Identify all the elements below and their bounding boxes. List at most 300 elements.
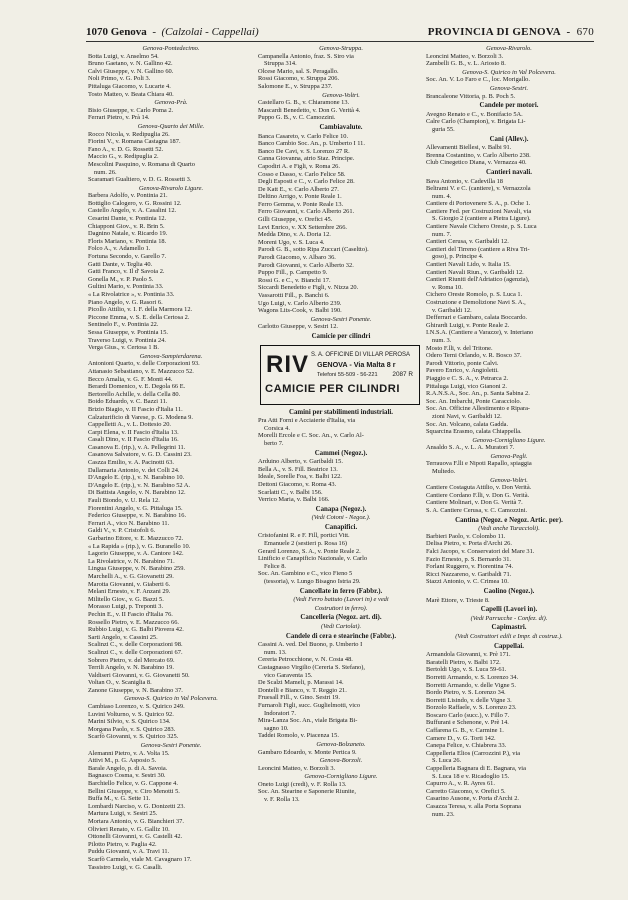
directory-entry: Parodi Vittorio, ponte Calvi. bbox=[426, 359, 499, 367]
directory-entry: Gultini Mario, v. Pontinia 33. bbox=[88, 283, 164, 291]
directory-entry: Cantiere Molinari, v. Don G. Verità 7. bbox=[426, 499, 523, 507]
directory-entry: Cantiere Fed. per Costruzioni Navali, via bbox=[426, 207, 532, 215]
directory-entry: Dallamaria Antonio, v. dei Colli 24. bbox=[88, 466, 180, 474]
directory-entry: Cantiere Costaguta Attilio, v. Don Verità. bbox=[426, 484, 532, 492]
directory-entry: Scarfò Carmelo, viale M. Cavagnaro 17. bbox=[88, 855, 192, 863]
subsection-label: (Vedi Ferro battuto (Lavori in) e vedi bbox=[293, 596, 389, 604]
directory-entry: Cantieri Navali Lido, v. Italia 15. bbox=[426, 261, 511, 269]
directory-entry: Soc. An. Stearine e Saponerie Riunite, bbox=[258, 788, 356, 796]
directory-entry: Baratelli Pietro, v. Balbi 172. bbox=[426, 658, 501, 666]
directory-entry: Felice 8. bbox=[264, 562, 287, 570]
subsection-label: Genova-Bolzaneto. bbox=[316, 740, 366, 748]
directory-entry: num. 23. bbox=[432, 810, 455, 818]
subsection-label: (Vedi Costruttori edili e Impr. di costruz.). bbox=[455, 632, 563, 640]
directory-entry: Beltrami V. e C. (cantiere), v. Vernazzola bbox=[426, 185, 531, 193]
section-heading: Canapifici. bbox=[324, 523, 358, 531]
directory-entry: Arduino Alberto, v. Garibaldi 15. bbox=[258, 458, 343, 466]
ad-company: S. A. OFFICINE DI VILLAR PEROSA bbox=[311, 351, 411, 358]
directory-entry: Forlani Ruggero, v. Fiorentina 74. bbox=[426, 563, 514, 571]
directory-entry: Ferro Gemma, v. Ponte Reale 13. bbox=[258, 200, 344, 208]
directory-entry: Capodiri A. e Figli, v. Roma 26. bbox=[258, 162, 340, 170]
directory-entry: Morasso Luigi, p. Treponti 3. bbox=[88, 603, 164, 611]
directory-entry: Fiorini V., v. Romana Castagna 187. bbox=[88, 138, 181, 146]
section-heading: Cappellai. bbox=[493, 642, 525, 650]
directory-entry: Squarcina Erasmo, calata Chiappella. bbox=[426, 428, 522, 436]
directory-entry: Lingua Giuseppe, v. N. Barabino 259. bbox=[88, 565, 186, 573]
directory-entry: Borretti Armando, v. S. Lorenzo 34. bbox=[426, 673, 519, 681]
directory-entry: Ferro Giovanni, v. Carlo Alberto 261. bbox=[258, 208, 355, 216]
header-left: 1070 Genova - (Calzolai - Cappellai) bbox=[86, 26, 259, 38]
directory-entry: Noli Primo, v. G. Poli 3. bbox=[88, 75, 151, 83]
directory-entry: Siccardi Benedetto e Figli, v. Nizza 20. bbox=[258, 284, 359, 292]
section-heading: Camicie per cilindri bbox=[311, 332, 371, 340]
subsection-label: Genova-Struppa. bbox=[319, 45, 363, 52]
directory-entry: Marchelli A., v. G. Giovanetti 29. bbox=[88, 572, 174, 580]
directory-entry: Barchiello Felice, v. G. Cappone 4. bbox=[88, 780, 178, 787]
directory-entry: Castellaro G. B., v. Chiaramone 13. bbox=[258, 99, 350, 107]
directory-entry: Brenna Costantino, v. Carlo Alberto 238. bbox=[426, 151, 531, 159]
directory-entry: vico Garaventa 15. bbox=[264, 671, 313, 679]
directory-entry: Cantieri del Tirreno (cantiere a Riva Tri- bbox=[426, 245, 530, 253]
directory-entry: zioni Navi, v. Garibaldi 12. bbox=[432, 412, 502, 420]
subsection-label: Genova-Sestri Ponente. bbox=[310, 315, 372, 323]
directory-entry: Rocco Nicola, v. Redipuglia 26. bbox=[88, 130, 170, 138]
subsection-label: Genova-Quarto dei Mille. bbox=[137, 122, 205, 130]
subsection-label: Genova-Voltri. bbox=[322, 91, 360, 99]
section-heading: Cani (Allev.). bbox=[489, 135, 529, 143]
directory-entry: Cantieri Riuniti dell'Adriatico (agenzia), bbox=[426, 276, 530, 284]
directory-entry: R.A.N.S.A., Soc. An., p. Santa Sabina 2. bbox=[426, 390, 530, 398]
directory-entry: Scaramari Gualtiero, v. D. G. Rossetti 3. bbox=[88, 176, 192, 184]
directory-entry: Borzolo Raffaele, v. S. Lorenzo 23. bbox=[426, 704, 517, 712]
directory-entry: Piano Angelo, v. G. Rasori 6. bbox=[88, 298, 163, 306]
ad-address: GENOVA - Via Malta 8 r bbox=[317, 359, 396, 369]
directory-entry: Puppo Fill., p. Campetto 9. bbox=[258, 269, 328, 277]
directory-entry: Mescolini Pasquino, v. Romana di Quarto bbox=[88, 160, 195, 168]
directory-entry: Brancaleone Vittoria, p. B. Poch 5. bbox=[426, 92, 516, 100]
section-heading: Cancelleria (Negoz. art. di). bbox=[300, 614, 382, 622]
directory-entry: Alemanni Pietro, v. A. Volta 15. bbox=[88, 749, 170, 757]
directory-entry: Barbieri Paolo, v. Colombo 11. bbox=[426, 532, 506, 540]
directory-entry: Pavero Enrico, v. Angioletti. bbox=[426, 367, 499, 375]
directory-entry: S. Luca 18 e v. Ricadoglio 15. bbox=[432, 772, 510, 780]
directory-entry: Gerard Lorenzo, S. A., v. Ponte Reale 2. bbox=[258, 547, 361, 555]
directory-entry: Cappelleria Bagnara di E. Bagnara, via bbox=[426, 765, 526, 773]
directory-entry: Maccio G., v. Redipuglia 2. bbox=[88, 153, 159, 161]
directory-entry: Allevamenti Biellesi, v. Balbi 91. bbox=[426, 144, 512, 152]
directory-entry: Attivi M., p. G. Asposio 5. bbox=[88, 757, 157, 765]
directory-entry: Corsica 4. bbox=[264, 424, 290, 432]
directory-entry: Mosto F.lli, v. del Tritone. bbox=[426, 344, 493, 352]
directory-entry: Salomone E., v. Struppa 237. bbox=[258, 82, 333, 90]
directory-entry: Morelli Ercole e C. Soc. An., v. Carlo Al- bbox=[258, 432, 364, 440]
directory-entry: Gatti Dante, v. Teglia 40. bbox=[88, 260, 153, 268]
directory-entry: Ideale, Sorelle Foa, v. Balbi 122. bbox=[258, 473, 342, 481]
directory-entry: Piccone Emma, v. S. E. della Certosa 2. bbox=[88, 313, 190, 321]
directory-entry: Zanone Giuseppe, v. N. Barabino 37. bbox=[88, 686, 183, 694]
subsection-label: Genova-Sampierdarena. bbox=[139, 352, 203, 360]
directory-entry: Casazza Teresa, v. alla Porta Soprana bbox=[426, 803, 522, 810]
directory-entry: Castello Angelo, v. A. Casalini 12. bbox=[88, 207, 177, 215]
directory-entry: Dettoni Giacomo, v. Roma 43. bbox=[258, 480, 337, 488]
directory-entry: Casarino Ausone, v. Porta d'Archi 2. bbox=[426, 795, 520, 803]
directory-entry: Olcese Mario, sal. S. Peragallo. bbox=[258, 67, 339, 75]
directory-entry: Di Battista Angelo, v. N. Barabino 12. bbox=[88, 489, 186, 497]
directory-entry: Marè Ettore, v. Trieste 8. bbox=[426, 596, 490, 604]
directory-entry: Parodi G. B., sotto Ripa Zuccari (Caseltto). bbox=[258, 246, 369, 254]
directory-entry: Federico Giuseppe, v. N. Barabino 16. bbox=[88, 512, 187, 520]
riv-logo: RIV bbox=[266, 350, 310, 378]
subsection-label: Genova-S. Quirico in Val Polcevera. bbox=[462, 68, 556, 76]
directory-entry: Marotta Giovanni, v. Giaberti 6. bbox=[88, 580, 171, 588]
directory-entry: Fazio Ernesto, p. S. Bernardo 31. bbox=[426, 555, 512, 563]
directory-entry: Bisio Giuseppe, v. Carlo Poma 2. bbox=[88, 106, 174, 114]
directory-entry: Cristofanini R. e F. Fill, portici Vitt. bbox=[258, 532, 350, 540]
directory-entry: Defferrari e Gambaro, calata Boccardo. bbox=[426, 314, 528, 322]
directory-entry: Sobrero Pietro, v. del Mercato 69. bbox=[88, 656, 175, 664]
subsection-label: (Vedi Cartolai). bbox=[320, 623, 362, 630]
directory-entry: S. Giorgio 2 (cantiere a Pietra Ligure). bbox=[432, 215, 531, 223]
directory-entry: Rubbio Luigi, v. G. Balbi Piovera 42. bbox=[88, 626, 184, 634]
directory-entry: Scarfò Giovanni, v. S. Quirico 325. bbox=[88, 733, 179, 741]
directory-entry: Cantiere Cordano F.lli, v. Don G. Verità. bbox=[426, 491, 530, 499]
directory-entry: Fruesall Fill., v. Gino. Sestri 19. bbox=[258, 694, 340, 702]
directory-entry: Cambiaso Lorenzo, v. S. Quirico 249. bbox=[88, 703, 185, 711]
directory-entry: Calvi Giuseppe, v. N. Gallino 60. bbox=[88, 67, 174, 75]
directory-entry: Delisa Pietro, v. Porta d'Archi 26. bbox=[426, 540, 512, 548]
directory-entry: Ansaldo S. A., v. L. A. Muratori 7. bbox=[426, 444, 515, 452]
directory-entry: num. 7. bbox=[432, 230, 452, 238]
directory-entry: v. Roma 10. bbox=[432, 283, 463, 291]
directory-entry: Levi Enrico, v. XX Settembre 266. bbox=[258, 223, 348, 231]
directory-entry: Borretti Armando, v. delle Vigne 5. bbox=[426, 681, 516, 689]
directory-entry: Medda Dino, v. A. Doria 12. bbox=[258, 231, 331, 239]
directory-entry: Buffurani e Schenone, v. Prè 14. bbox=[426, 719, 509, 727]
directory-entry: Valdiseri Giovanni, v. G. Giovanetti 50. bbox=[88, 671, 190, 679]
directory-entry: Ottonelli Giovanni, v. G. Castelli 42. bbox=[88, 833, 183, 841]
directory-entry: Cichero Oreste Romolo, p. S. Luca 1. bbox=[426, 291, 523, 299]
directory-entry: Terrili Angelo, v. N. Barabino 19. bbox=[88, 664, 174, 672]
directory-entry: Stazzi Antonio, v. C. Crimea 10. bbox=[426, 578, 509, 586]
directory-entry: Traverso Luigi, v. Pontinia 24. bbox=[88, 336, 166, 344]
directory-entry: Wagons Lits-Cook, v. Balbi 190. bbox=[258, 307, 342, 315]
directory-entry: Cantieri Navali Riun., v. Garibaldi 12. bbox=[426, 268, 524, 276]
directory-entry: Camere D., v. G. Torti 142. bbox=[426, 734, 496, 742]
directory-entry: Cantieri Cerusa, v. Garibaldi 12. bbox=[426, 238, 509, 246]
subsection-label: (Vedi Cotoni - Negoz.). bbox=[311, 514, 371, 522]
directory-entry: Ghirardi Luigi, v. Ponte Reale 2. bbox=[426, 321, 510, 329]
directory-entry: Bella A., v. S. Fill. Beatrice 13. bbox=[258, 465, 338, 473]
directory-entry: Boscaro Carlo (succ.), v. Fillo 7. bbox=[426, 711, 510, 719]
directory-entry: Soc. An. Volcano, calata Gadda. bbox=[426, 420, 509, 428]
directory-entry: Cosso e Dasso, v. Carlo Felice 58. bbox=[258, 170, 346, 178]
directory-entry: Dagnino Natale, v. Ricardo 19. bbox=[88, 230, 168, 238]
directory-entry: Moreni Ugo, v. S. Luca 4. bbox=[258, 238, 325, 246]
column-right bbox=[426, 44, 592, 894]
subsection-label: Genova-Rivarolo. bbox=[486, 45, 532, 52]
directory-entry: Banco De Cavi, v. S. Lorenzo 27 R. bbox=[258, 147, 350, 155]
directory-entry: Carpi Elena, v. II Fascio d'Italia 13. bbox=[88, 428, 179, 436]
directory-entry: Olivieri Renato, v. G. Galliz 10. bbox=[88, 825, 170, 833]
advertisement-box bbox=[260, 345, 420, 405]
ad-phone: Telefoni 55-509 - 56-221 bbox=[317, 371, 378, 378]
directory-entry: Avegno Renato e C., v. Bonifacio 5A. bbox=[426, 110, 523, 118]
directory-entry: Costruzione e Demolizione Navi S. A., bbox=[426, 299, 526, 306]
directory-entry: guria 55. bbox=[432, 125, 455, 133]
directory-entry: Furnaroli Figli, succ. Guglielmotti, vico bbox=[258, 701, 361, 709]
directory-entry: Pechin E., v. II Fascio d'Italia 76. bbox=[88, 610, 173, 618]
directory-entry: Borretti Lisindo, v. delle Vigne 3. bbox=[426, 696, 512, 704]
header-rule bbox=[86, 41, 594, 42]
column-middle bbox=[258, 44, 424, 894]
column-left bbox=[88, 44, 254, 894]
directory-entry: Caffarena G. B., v. Carmine 1. bbox=[426, 727, 504, 735]
directory-entry: Galdi V., v. P. Cristofoli 6. bbox=[88, 527, 156, 535]
directory-entry: La Rivolatrice, v. N. Barabino 71. bbox=[88, 557, 175, 565]
directory-entry: De Scalzi Mameli, p. Marassi 14. bbox=[258, 679, 344, 687]
page-number-right: 670 bbox=[576, 26, 594, 38]
directory-entry: I.N.S.A. (Cantiere a Varazze), v. Interiano bbox=[426, 329, 534, 337]
directory-entry: Mascardi Benedetto, v. Don G. Verità 4. bbox=[258, 106, 361, 114]
directory-entry: Campanella Antonio, fraz. S. Siro via bbox=[258, 52, 354, 60]
section-heading: Candele di cera e stearinche (Fabbr.). bbox=[285, 632, 397, 640]
directory-entry: Chiapponi Giov., v. R. Brin 5. bbox=[88, 222, 165, 230]
subsection-label: Genova-Cornigliano Ligure. bbox=[472, 436, 546, 444]
directory-entry: Antonioni Quarto, v. delle Corporazioni 93. bbox=[88, 360, 200, 368]
directory-entry: Cassini A. ved. Del Buono, p. Umberto I bbox=[258, 641, 363, 649]
directory-entry: Verrico Maria, v. Balbi 166. bbox=[258, 496, 330, 504]
directory-entry: Gonella M., v. P. Paolo 5. bbox=[88, 275, 154, 283]
directory-entry: Oneto Luigi (credi), v. F. Rolla 13. bbox=[258, 780, 347, 788]
subsection-label: Genova-Voltri. bbox=[490, 476, 528, 484]
directory-entry: Becco Amalia, v. G. F. Monti 44. bbox=[88, 375, 173, 383]
directory-entry: Cantiere di Portovenere S. A., p. Oche 1. bbox=[426, 200, 531, 208]
subsection-label: Genova-Borzoli. bbox=[319, 757, 363, 765]
subsection-label: Genova-Pontedecimo. bbox=[142, 45, 200, 52]
subsection-label: (Vedi Parrucche - Confez. di). bbox=[470, 614, 548, 622]
directory-entry: Brizio Biagio, v. II Fascio d'Italia 11. bbox=[88, 405, 183, 413]
directory-entry: Cappelletti A., v. L. Dottesio 20. bbox=[88, 421, 172, 429]
directory-entry: Botta Luigi, v. Anselmo 54. bbox=[88, 52, 159, 60]
directory-entry: Sarti Angelo, v. Cassini 25. bbox=[88, 633, 158, 641]
directory-entry: Voltan O., v. Scaniglia 8. bbox=[88, 679, 152, 687]
directory-entry: v. F. Rolla 13. bbox=[264, 796, 300, 804]
directory-entry: Pilotto Pietro, v. Paglia 42. bbox=[88, 840, 157, 848]
directory-entry: Castagnasso Virgilio (Cereria S. Stefano), bbox=[258, 663, 365, 671]
directory-entry: Soc. An. V. Lo Faro e C., loc. Morigallo. bbox=[426, 76, 530, 84]
subsection-label: Genova-S. Quirico in Val Polcevera. bbox=[124, 695, 218, 703]
section-heading: Cancellate in ferro (Fabbr.). bbox=[299, 587, 383, 595]
directory-entry: Luvini Volturno, v. S. Quirico 92. bbox=[88, 710, 174, 718]
directory-entry: Morgana Paolo, v. S. Quirico 283. bbox=[88, 725, 176, 733]
directory-entry: Gatti Franco, v. Il d' Savoia 2. bbox=[88, 268, 165, 276]
header-right: PROVINCIA DI GENOVA - 670 bbox=[427, 26, 594, 38]
directory-entry: (tessoria), v. Lungo Bisagno Istria 29. bbox=[264, 578, 361, 586]
directory-entry: Boido Eduardo, v. C. Bazzi 11. bbox=[88, 398, 168, 406]
directory-entry: Bagnasco Cosma, v. Sestri 30. bbox=[88, 772, 166, 780]
page-header bbox=[86, 26, 594, 40]
directory-entry: goso), p. Principe 4. bbox=[432, 253, 484, 261]
directory-entry: Rossello Pietro, v. E. Mazzucco 66. bbox=[88, 618, 179, 626]
directory-entry: Indoratori 7. bbox=[264, 709, 296, 717]
directory-entry: Dontelli e Bianco, v. T. Reggio 21. bbox=[258, 686, 347, 694]
directory-entry: Martura Luigi, v. Sestri 25. bbox=[88, 810, 158, 818]
directory-entry: Folco A., v. Adamello 1. bbox=[88, 245, 151, 253]
directory-entry: Soc. An. Gambino e C., vico Fieno 5 bbox=[258, 570, 353, 578]
directory-entry: Terrauova F.lli e Nipoti Rapallo, spiaggia bbox=[426, 460, 532, 468]
directory-entry: Picollo Attilio, v. I. F. della Marmora 12. bbox=[88, 306, 193, 314]
directory-entry: Leoncini Matteo, v. Borzoli 3. bbox=[426, 52, 504, 60]
directory-entry: Odero Terni Orlando, v. R. Bosco 37. bbox=[426, 352, 522, 360]
page-number-left: 1070 bbox=[86, 26, 108, 38]
directory-entry: Bertorello Achille, v. della Cella 80. bbox=[88, 390, 181, 398]
directory-entry: Carlotto Giuseppe, v. Sestri 12. bbox=[258, 323, 338, 331]
directory-entry: Bordo Pietro, v. S. Lorenzo 34. bbox=[426, 689, 506, 697]
directory-entry: Cereria Petrocchione, v. N. Costa 48. bbox=[258, 656, 353, 664]
directory-entry: Piaggio e C. S. A., v. Petrarca 2. bbox=[426, 374, 509, 382]
directory-entry: Taddei Romolo, v. Piacenza 15. bbox=[258, 732, 339, 740]
directory-entry: v. Garibaldi 12. bbox=[432, 306, 472, 314]
directory-entry: Caszza Emilio, v. A. Pacinotti 63. bbox=[88, 459, 175, 467]
directory-entry: Garbarino Ettore, v. E. Mazzucco 72. bbox=[88, 535, 184, 542]
directory-entry: Lombardi Narciso, v. G. Donizetti 23. bbox=[88, 802, 186, 810]
directory-entry: Bertoldi Ugo, v. S. Luca 59-61. bbox=[426, 666, 507, 674]
directory-entry: Leoncini Matteo, v. Borzoli 3. bbox=[258, 764, 336, 772]
directory-entry: Degli Esposti e C., v. Carlo Felice 28. bbox=[258, 178, 355, 186]
directory-entry: Marini Silvio, v. S. Quirico 134. bbox=[88, 718, 171, 726]
section-heading: Caolino (Negoz.). bbox=[483, 587, 535, 595]
directory-entry: Ricci Nazzareno, v. Garibaldi 71. bbox=[426, 570, 512, 578]
section-heading: Cantieri navali. bbox=[486, 168, 532, 176]
directory-entry: Scalinzi C., v. delle Corporazioni 98. bbox=[88, 641, 183, 649]
directory-entry: Ugo Luigi, v. Carlo Alberto 239. bbox=[258, 299, 342, 307]
directory-entry: Zambelli G. B., v. L. Ariosto 8. bbox=[426, 60, 506, 68]
section-heading: Candele per motori. bbox=[479, 102, 539, 110]
section-heading: Cammei (Negoz.). bbox=[314, 449, 368, 457]
directory-entry: Bottiglio Calogero, v. G. Rossini 12. bbox=[88, 199, 182, 207]
directory-entry: Buffa M., v. G. Sette 11. bbox=[88, 795, 151, 803]
section-heading: Cantina (Negoz. e Negoz. Artic. per). bbox=[455, 516, 563, 524]
directory-entry: Cappelleria Elios (Carrozzini P.), via bbox=[426, 749, 521, 757]
section-heading: Capelli (Lavori in). bbox=[480, 606, 538, 614]
directory-entry: Ferrari Pietro, v. Prà 14. bbox=[88, 114, 150, 122]
header-city: Genova bbox=[110, 26, 147, 38]
directory-entry: Armandola Giovanni, v. Prè 171. bbox=[426, 651, 511, 659]
directory-entry: Melani Ernesto, v. F. Anzani 29. bbox=[88, 588, 171, 596]
directory-entry: Lagorio Giuseppe, v. A. Cantore 142. bbox=[88, 550, 184, 558]
directory-entry: Cesarini Dante, v. Pontinia 12. bbox=[88, 215, 167, 223]
directory-entry: Emanuele 2 (sestieri p. Rosa 16) bbox=[264, 540, 348, 548]
directory-entry: Soc. An. Imbarchi, Ponte Caracciolo. bbox=[426, 397, 522, 405]
directory-entry: Verga Gius., v. Certosa 1 B. bbox=[88, 344, 159, 352]
directory-entry: Bellini Giuseppe, v. Ciro Menotti 5. bbox=[88, 787, 180, 795]
directory-entry: S. Luca 26. bbox=[432, 757, 462, 765]
directory-entry: Puddu Giovanni, v. A. Travi 11. bbox=[88, 848, 170, 856]
subsection-label: Costruttori in ferro). bbox=[314, 604, 368, 612]
directory-entry: Scalinzi C., v. delle Corporazioni 67. bbox=[88, 648, 183, 656]
directory-entry: Struppa 314. bbox=[264, 60, 297, 68]
directory-entry: « La Rapida » (rip.), v. G. Buranello 10. bbox=[88, 542, 191, 550]
directory-entry: Militello Giov., v. G. Bazzi 5. bbox=[88, 595, 164, 603]
directory-entry: Berardi Domenico, v. E. Degola 66 E. bbox=[88, 383, 186, 391]
ad-tagline: CAMICIE PER CILINDRI bbox=[265, 382, 400, 395]
directory-entry: « La Rivolatrice », v. Pontinia 33. bbox=[88, 291, 175, 298]
directory-entry: Club Cinegetico Diana, v. Vernazza 40. bbox=[426, 159, 527, 167]
section-heading: Cambiavalute. bbox=[319, 123, 363, 131]
directory-entry: Casanova Salvatore, v. G. D. Cassini 23. bbox=[88, 451, 192, 459]
directory-entry: num. 26. bbox=[94, 168, 117, 176]
directory-entry: Puppo G. B., v. C. Camozzini. bbox=[258, 114, 336, 122]
directory-entry: Banca Casareto, v. Carlo Felice 10. bbox=[258, 132, 349, 140]
directory-entry: Casali Dino, v. II Fascio d'Italia 16. bbox=[88, 436, 179, 444]
directory-entry: Ferrari A., vico N. Barabino 11. bbox=[88, 519, 170, 527]
directory-entry: Fiorentini Angelo, v. G. Pittaluga 15. bbox=[88, 504, 183, 512]
directory-entry: Banco Cambio Soc. An., p. Umberto I 11. bbox=[258, 140, 365, 148]
directory-entry: Fano A., v. D. G. Rossetti 52. bbox=[88, 145, 164, 153]
directory-entry: Canna Giovanna, atrio Staz. Principe. bbox=[258, 155, 355, 163]
directory-entry: Multedo. bbox=[432, 468, 456, 476]
directory-entry: Sentinelo F., v. Pontinia 22. bbox=[88, 321, 159, 329]
directory-entry: Deltino Arrigo, v. Ponte Reale 1. bbox=[258, 193, 342, 201]
directory-entry: Bava Antonio, v. Cadevilla 18 bbox=[426, 177, 503, 185]
directory-entry: Mortara Antonio, v. G. Bianchieri 37. bbox=[88, 817, 184, 825]
directory-entry: Carretto Giacomo, v. Orefici 5. bbox=[426, 787, 506, 795]
directory-entry: Pra Atti Forni e Acciaierie d'Italia, via bbox=[258, 417, 356, 425]
directory-entry: num. 4. bbox=[432, 192, 452, 200]
directory-entry: Falci Jacopo, v. Conservatori del Mare 31. bbox=[426, 548, 535, 555]
directory-entry: Parodi Giacomo, v. Albaro 36. bbox=[258, 254, 336, 262]
directory-entry: Bruno Gaetano, v. N. Gallino 42. bbox=[88, 60, 173, 68]
header-province: PROVINCIA DI GENOVA bbox=[427, 26, 561, 38]
section-heading: Camini per stabilimenti industriali. bbox=[288, 408, 393, 416]
directory-entry: D'Angelo E. (rip.), v. N. Barabino 10. bbox=[88, 474, 185, 482]
directory-entry: Tassistro Luigi, v. G. Casalli. bbox=[88, 863, 163, 871]
directory-entry: Sessa Giuseppe, v. Pontinia 15. bbox=[88, 328, 168, 336]
header-category: (Calzolai - Cappellai) bbox=[161, 26, 259, 38]
directory-entry: Floris Mariano, v. Pontinia 18. bbox=[88, 237, 167, 245]
directory-entry: Cantiere Navale Cichero Oreste, p. S. Luca bbox=[426, 223, 537, 231]
directory-entry: Linificio e Canapificio Nazionale, v. Carlo bbox=[258, 555, 368, 563]
directory-entry: Scarlatti C., v. Balbi 156. bbox=[258, 488, 323, 496]
directory-entry: Barale Angelo, p. di A. Savoia. bbox=[88, 764, 168, 772]
directory-entry: num. 13. bbox=[264, 648, 287, 656]
directory-entry: Attanasio Sebastiano, v. E. Mazzucco 52. bbox=[88, 367, 194, 375]
section-heading: Canapa (Negoz.). bbox=[315, 505, 367, 513]
directory-entry: Rossi Giacomo, v. Struppa 206. bbox=[258, 75, 340, 83]
subsection-label: Genova-Pegli. bbox=[490, 452, 528, 460]
subsection-label: Genova-Sestri. bbox=[489, 84, 529, 92]
directory-entry: Gilli Giuseppe, v. Orefici 45. bbox=[258, 216, 333, 224]
directory-entry: Pittaluga Luigi, vico Gianoni 2. bbox=[426, 382, 507, 390]
subsection-label: Genova-Prà. bbox=[154, 99, 188, 107]
subsection-label: Genova-Cornigliano Ligure. bbox=[304, 773, 378, 781]
directory-entry: Capurro A., v. R. Ayres 61. bbox=[426, 780, 495, 788]
directory-entry: D'Angelo E. (rip.), v. N. Barabino 52 A. bbox=[88, 481, 191, 489]
ad-code: 2087 R bbox=[392, 370, 413, 378]
subsection-label: (Vedi anche Turaccioli). bbox=[478, 525, 540, 533]
subsection-label: Genova-Rivarolo Ligure. bbox=[138, 184, 204, 192]
directory-entry: Soc. An. Officine Allestimento e Ripara- bbox=[426, 405, 531, 413]
directory-entry: De Katt E., v. Carlo Alberto 27. bbox=[258, 185, 339, 193]
directory-entry: Barbera Adolfo, v. Pontinia 21. bbox=[88, 192, 168, 200]
directory-entry: Casanova E. (rip.), v. A. Pellegrini 11. bbox=[88, 443, 186, 451]
directory-entry: Calzaturificio di Varese, p. G. Modena 9. bbox=[88, 413, 193, 421]
directory-entry: berto 7. bbox=[264, 439, 284, 447]
subsection-label: Genova-Sestri Ponente. bbox=[140, 742, 202, 750]
directory-entry: sagno 10. bbox=[264, 724, 289, 732]
directory-entry: Gambaro Edoardo, v. Monte Pertica 9. bbox=[258, 748, 357, 756]
directory-entry: Fauli Biondo, v. U. Rela 12. bbox=[88, 497, 160, 505]
